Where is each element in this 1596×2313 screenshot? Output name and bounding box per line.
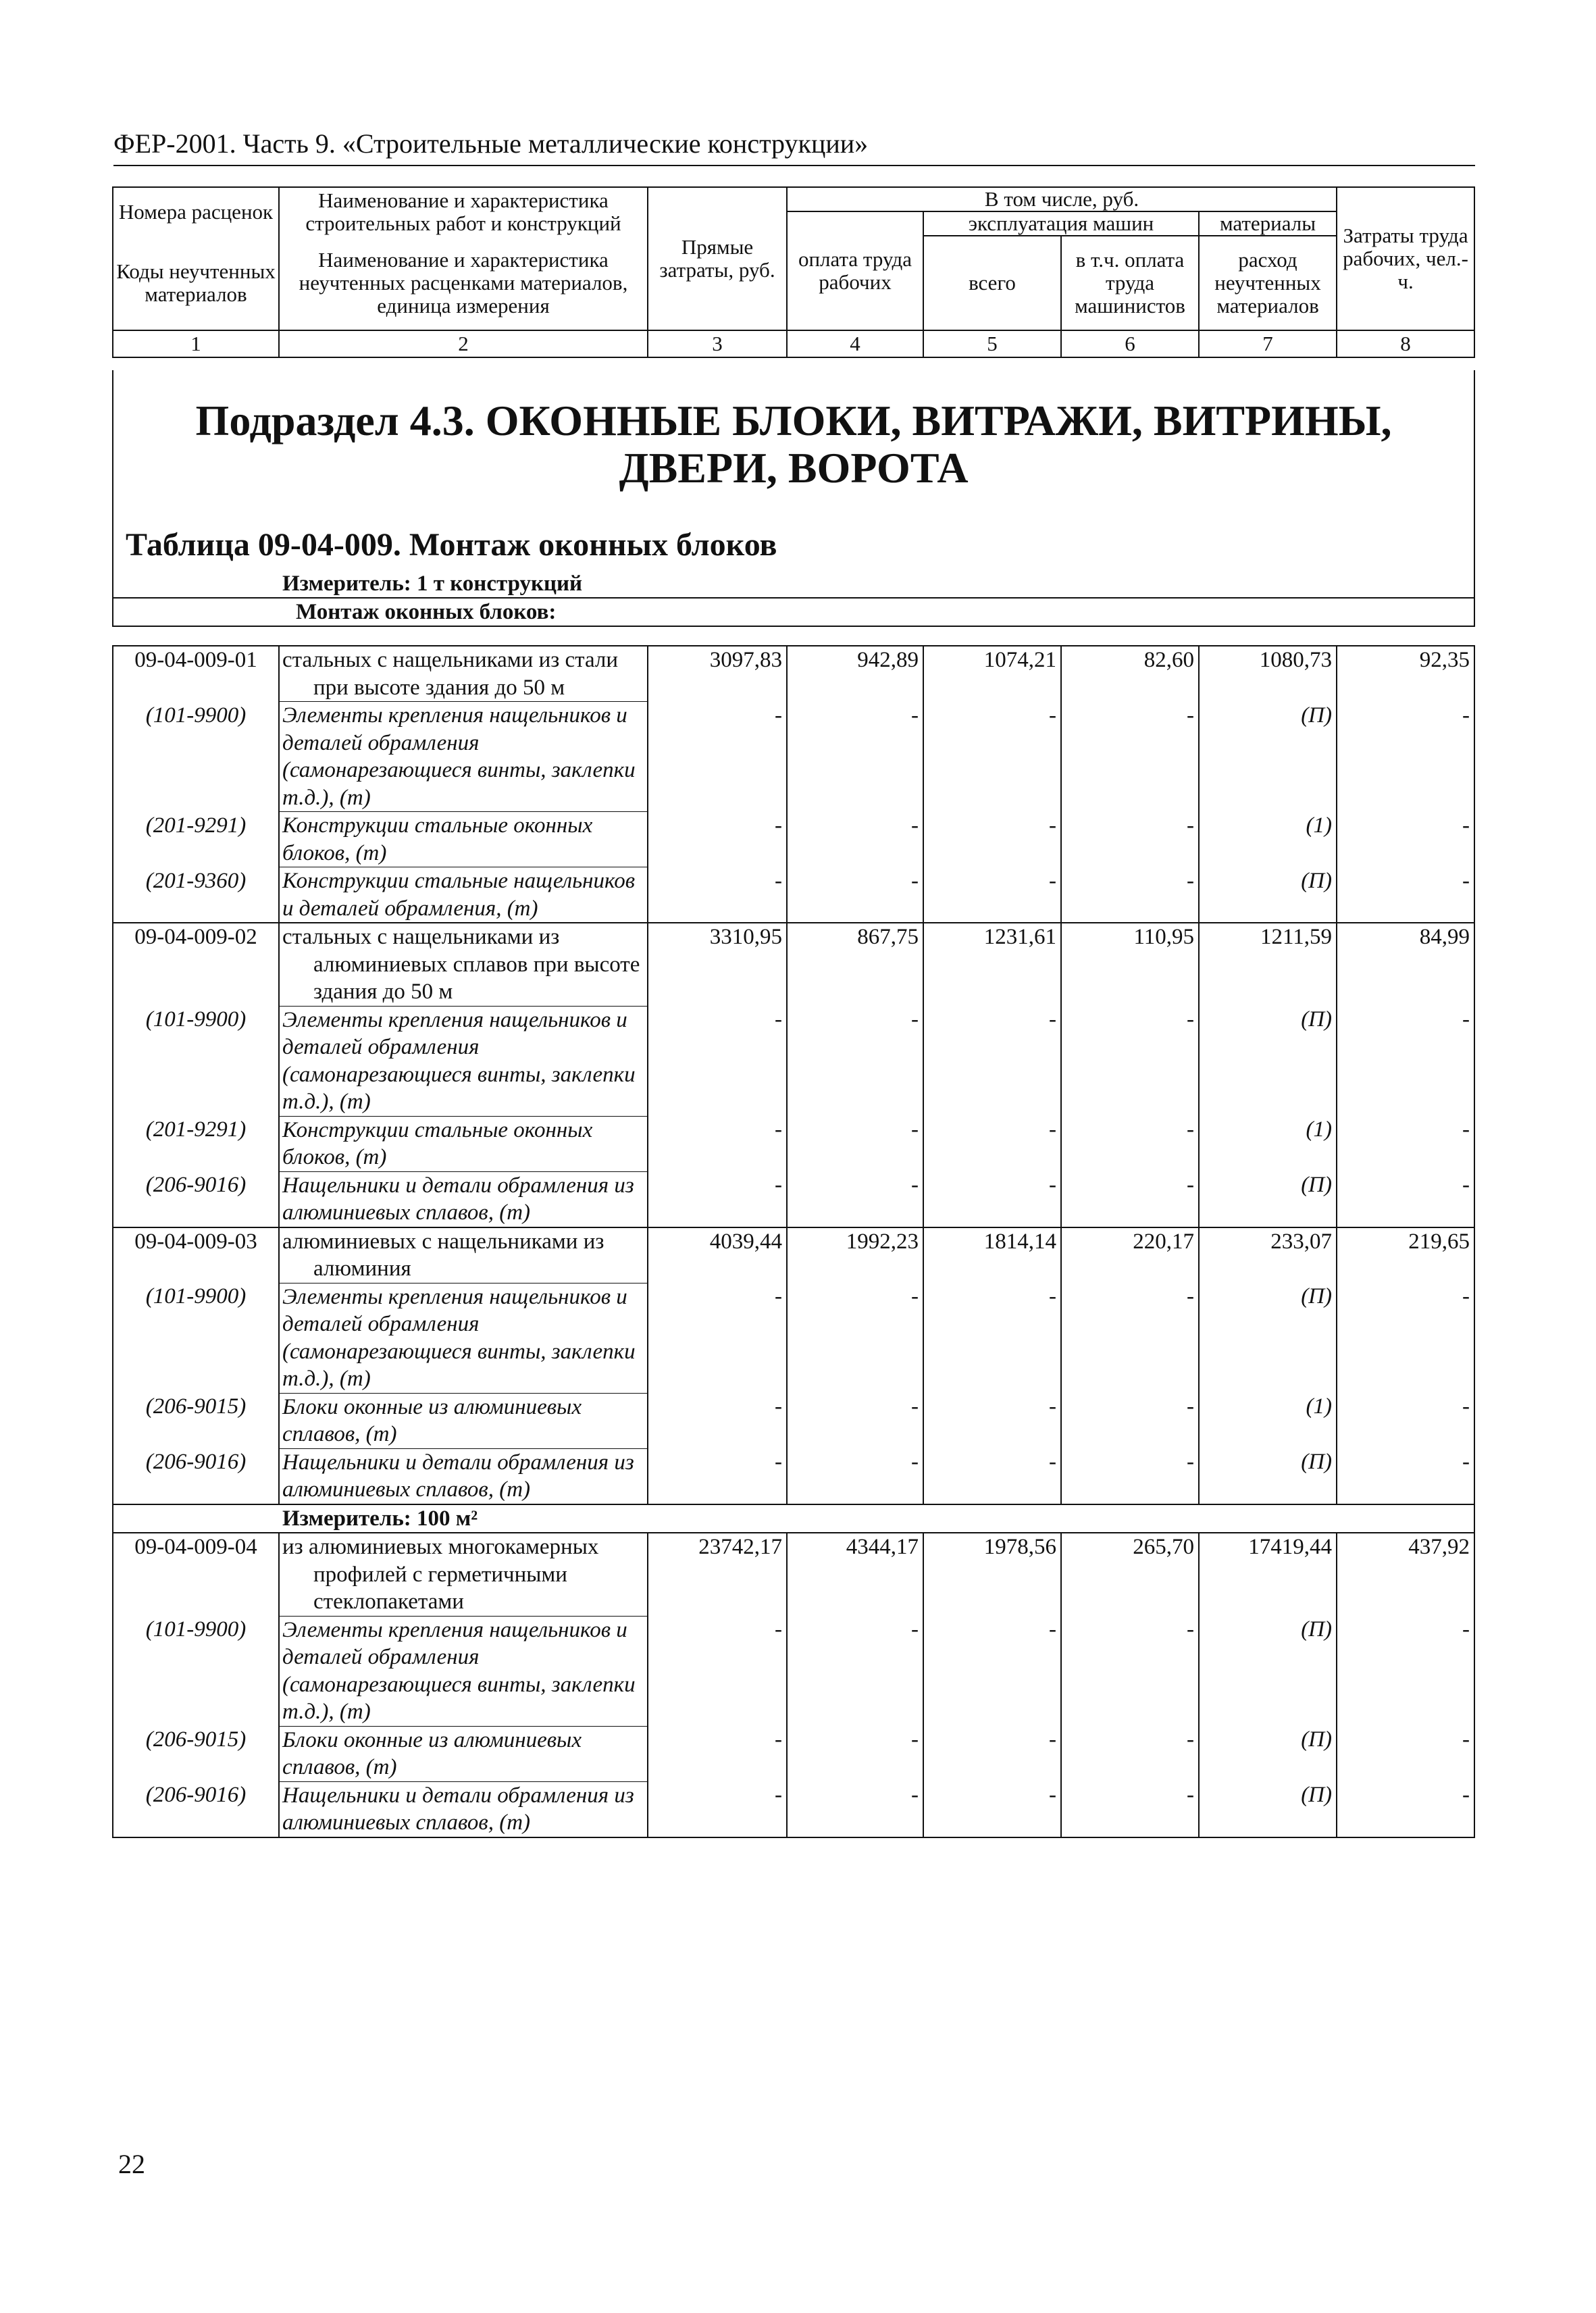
value-c4: - bbox=[787, 1448, 923, 1504]
value-c6: - bbox=[1061, 1726, 1199, 1781]
value-c6: 82,60 bbox=[1061, 646, 1199, 702]
material-code: (101-9900) bbox=[113, 702, 279, 812]
value-c3: 23742,17 bbox=[648, 1533, 787, 1616]
value-c6: - bbox=[1061, 1781, 1199, 1837]
header-col2-bottom: Наименование и характеристика неучтенных расценками материалов, единица измерения bbox=[279, 236, 648, 330]
value-c5: - bbox=[923, 867, 1061, 923]
rate-code: 09-04-009-03 bbox=[113, 1227, 279, 1283]
material-name: Нащельники и детали обрамления из алюминиевых сплавов, (т) bbox=[279, 1171, 648, 1227]
value-c7: (П) bbox=[1199, 1616, 1337, 1726]
value-c8: - bbox=[1337, 1726, 1474, 1781]
material-code: (201-9360) bbox=[113, 867, 279, 923]
value-c8: 92,35 bbox=[1337, 646, 1474, 702]
value-c3: 3097,83 bbox=[648, 646, 787, 702]
value-c6: - bbox=[1061, 867, 1199, 923]
col-number-7: 7 bbox=[1199, 330, 1337, 357]
value-c5: 1978,56 bbox=[923, 1533, 1061, 1616]
value-c6: - bbox=[1061, 812, 1199, 867]
header-group-incl: В том числе, руб. bbox=[787, 187, 1337, 211]
value-c6: - bbox=[1061, 1116, 1199, 1171]
material-name: Элементы крепления нащельников и деталей обрамления (самонарезающиеся винты, заклепки т.д.), (т) bbox=[279, 1283, 648, 1393]
value-c5: - bbox=[923, 1171, 1061, 1227]
page-header: ФЕР-2001. Часть 9. «Строительные металлические конструкции» bbox=[113, 128, 869, 159]
value-c3: - bbox=[648, 867, 787, 923]
value-c8: - bbox=[1337, 702, 1474, 812]
value-c6: - bbox=[1061, 1283, 1199, 1393]
material-name: Блоки оконные из алюминиевых сплавов, (т) bbox=[279, 1726, 648, 1781]
value-c4: - bbox=[787, 702, 923, 812]
value-c5: - bbox=[923, 702, 1061, 812]
value-c7: (П) bbox=[1199, 1006, 1337, 1116]
value-c7: (1) bbox=[1199, 812, 1337, 867]
material-name: Конструкции стальные нащельников и деталей обрамления, (т) bbox=[279, 867, 648, 923]
value-c4: 1992,23 bbox=[787, 1227, 923, 1283]
material-code: (206-9015) bbox=[113, 1393, 279, 1448]
table-row bbox=[113, 923, 1474, 1006]
value-c6: 265,70 bbox=[1061, 1533, 1199, 1616]
value-c4: - bbox=[787, 1393, 923, 1448]
table-row bbox=[113, 1781, 1474, 1837]
value-c8: - bbox=[1337, 1393, 1474, 1448]
value-c7: (П) bbox=[1199, 1171, 1337, 1227]
header-rule bbox=[113, 165, 1475, 166]
value-c4: - bbox=[787, 812, 923, 867]
col-number-3: 3 bbox=[648, 330, 787, 357]
rate-code: 09-04-009-01 bbox=[113, 646, 279, 702]
value-c4: 867,75 bbox=[787, 923, 923, 1006]
value-c8: - bbox=[1337, 867, 1474, 923]
value-c8: - bbox=[1337, 1781, 1474, 1837]
subsection-title: Подраздел 4.3. ОКОННЫЕ БЛОКИ, ВИТРАЖИ, ВИТРИНЫ, ДВЕРИ, ВОРОТА bbox=[195, 397, 1392, 492]
data-table bbox=[112, 645, 1475, 1838]
value-c5: - bbox=[923, 1616, 1061, 1726]
value-c3: - bbox=[648, 1448, 787, 1504]
value-c7: (1) bbox=[1199, 1393, 1337, 1448]
value-c3: - bbox=[648, 1781, 787, 1837]
value-c8: 437,92 bbox=[1337, 1533, 1474, 1616]
material-code: (101-9900) bbox=[113, 1283, 279, 1393]
value-c8: - bbox=[1337, 1448, 1474, 1504]
material-name: Нащельники и детали обрамления из алюминиевых сплавов, (т) bbox=[279, 1448, 648, 1504]
table-title: Таблица 09-04-009. Монтаж оконных блоков bbox=[126, 527, 777, 563]
value-c5: - bbox=[923, 1781, 1061, 1837]
header-col5: всего bbox=[923, 236, 1061, 330]
value-c6: - bbox=[1061, 1616, 1199, 1726]
value-c7: (П) bbox=[1199, 1726, 1337, 1781]
value-c6: - bbox=[1061, 1171, 1199, 1227]
value-c5: 1074,21 bbox=[923, 646, 1061, 702]
col-number-8: 8 bbox=[1337, 330, 1474, 357]
table-row bbox=[113, 702, 1474, 812]
header-col1-bottom: Коды неучтенных материалов bbox=[113, 236, 279, 330]
value-c4: - bbox=[787, 1171, 923, 1227]
section-block bbox=[112, 370, 1475, 627]
value-c4: 942,89 bbox=[787, 646, 923, 702]
table-row bbox=[113, 1283, 1474, 1393]
value-c5: - bbox=[923, 1283, 1061, 1393]
material-code: (206-9016) bbox=[113, 1448, 279, 1504]
value-c8: - bbox=[1337, 1116, 1474, 1171]
value-c6: 110,95 bbox=[1061, 923, 1199, 1006]
value-c4: - bbox=[787, 1726, 923, 1781]
header-col6: в т.ч. оплата труда машинистов bbox=[1061, 236, 1199, 330]
header-col8: Затраты труда рабочих, чел.-ч. bbox=[1337, 187, 1474, 330]
value-c6: - bbox=[1061, 702, 1199, 812]
table-row bbox=[113, 1006, 1474, 1116]
value-c5: - bbox=[923, 812, 1061, 867]
value-c8: - bbox=[1337, 1006, 1474, 1116]
material-code: (101-9900) bbox=[113, 1006, 279, 1116]
value-c7: (П) bbox=[1199, 1283, 1337, 1393]
value-c3: - bbox=[648, 1616, 787, 1726]
header-col3: Прямые затраты, руб. bbox=[648, 187, 787, 330]
header-group-materials: материалы bbox=[1199, 211, 1337, 236]
value-c5: - bbox=[923, 1116, 1061, 1171]
material-name: Нащельники и детали обрамления из алюминиевых сплавов, (т) bbox=[279, 1781, 648, 1837]
col-number-6: 6 bbox=[1061, 330, 1199, 357]
work-name: стальных с нащельниками из стали при высоте здания до 50 м bbox=[279, 646, 648, 702]
value-c3: - bbox=[648, 1393, 787, 1448]
rate-code: 09-04-009-04 bbox=[113, 1533, 279, 1616]
header-col2-top: Наименование и характеристика строительных работ и конструкций bbox=[279, 187, 648, 236]
table-row bbox=[113, 1393, 1474, 1448]
material-name: Блоки оконные из алюминиевых сплавов, (т) bbox=[279, 1393, 648, 1448]
value-c3: - bbox=[648, 812, 787, 867]
header-col7: расход неучтенных материалов bbox=[1199, 236, 1337, 330]
value-c3: - bbox=[648, 1726, 787, 1781]
value-c3: 3310,95 bbox=[648, 923, 787, 1006]
value-c3: - bbox=[648, 702, 787, 812]
page-number: 22 bbox=[118, 2149, 145, 2179]
table-row bbox=[113, 1616, 1474, 1726]
table-header bbox=[112, 186, 1475, 358]
value-c7: 17419,44 bbox=[1199, 1533, 1337, 1616]
material-name: Конструкции стальные оконных блоков, (т) bbox=[279, 1116, 648, 1171]
rate-code: 09-04-009-02 bbox=[113, 923, 279, 1006]
header-col1-top: Номера расценок bbox=[113, 187, 279, 236]
value-c5: 1231,61 bbox=[923, 923, 1061, 1006]
table-row bbox=[113, 1726, 1474, 1781]
work-name: алюминиевых с нащельниками из алюминия bbox=[279, 1227, 648, 1283]
table-row bbox=[113, 1227, 1474, 1283]
value-c6: - bbox=[1061, 1448, 1199, 1504]
value-c4: - bbox=[787, 1006, 923, 1116]
value-c5: - bbox=[923, 1726, 1061, 1781]
value-c7: 233,07 bbox=[1199, 1227, 1337, 1283]
value-c7: (П) bbox=[1199, 1448, 1337, 1504]
header-group-machines: эксплуатация машин bbox=[923, 211, 1199, 236]
measure-unit-1: Измеритель: 1 т конструкций bbox=[113, 570, 1474, 598]
value-c6: - bbox=[1061, 1006, 1199, 1116]
value-c4: - bbox=[787, 867, 923, 923]
material-name: Элементы крепления нащельников и деталей обрамления (самонарезающиеся винты, заклепки т.д.), (т) bbox=[279, 702, 648, 812]
value-c4: - bbox=[787, 1116, 923, 1171]
table-row bbox=[113, 867, 1474, 923]
value-c6: - bbox=[1061, 1393, 1199, 1448]
value-c3: - bbox=[648, 1171, 787, 1227]
value-c7: (П) bbox=[1199, 1781, 1337, 1837]
table-row bbox=[113, 646, 1474, 702]
value-c7: 1080,73 bbox=[1199, 646, 1337, 702]
value-c8: 84,99 bbox=[1337, 923, 1474, 1006]
value-c4: - bbox=[787, 1616, 923, 1726]
value-c8: 219,65 bbox=[1337, 1227, 1474, 1283]
value-c3: - bbox=[648, 1116, 787, 1171]
col-number-5: 5 bbox=[923, 330, 1061, 357]
table-row bbox=[113, 1116, 1474, 1171]
value-c8: - bbox=[1337, 1283, 1474, 1393]
value-c8: - bbox=[1337, 1616, 1474, 1726]
col-number-2: 2 bbox=[279, 330, 648, 357]
material-code: (206-9016) bbox=[113, 1781, 279, 1837]
material-code: (101-9900) bbox=[113, 1616, 279, 1726]
material-name: Элементы крепления нащельников и деталей обрамления (самонарезающиеся винты, заклепки т.д.), (т) bbox=[279, 1006, 648, 1116]
material-name: Элементы крепления нащельников и деталей обрамления (самонарезающиеся винты, заклепки т.д.), (т) bbox=[279, 1616, 648, 1726]
value-c4: - bbox=[787, 1781, 923, 1837]
material-name: Конструкции стальные оконных блоков, (т) bbox=[279, 812, 648, 867]
value-c8: - bbox=[1337, 1171, 1474, 1227]
value-c5: - bbox=[923, 1393, 1061, 1448]
work-name: стальных с нащельниками из алюминиевых сплавов при высоте здания до 50 м bbox=[279, 923, 648, 1006]
table-row bbox=[113, 1171, 1474, 1227]
measure-unit-2: Измеритель: 100 м² bbox=[113, 1504, 1474, 1533]
value-c5: - bbox=[923, 1006, 1061, 1116]
value-c8: - bbox=[1337, 812, 1474, 867]
col-number-1: 1 bbox=[113, 330, 279, 357]
value-c5: - bbox=[923, 1448, 1061, 1504]
table-row bbox=[113, 812, 1474, 867]
value-c4: 4344,17 bbox=[787, 1533, 923, 1616]
value-c3: 4039,44 bbox=[648, 1227, 787, 1283]
value-c7: (П) bbox=[1199, 702, 1337, 812]
table-row bbox=[113, 1533, 1474, 1616]
work-name: из алюминиевых многокамерных профилей с герметичными стеклопакетами bbox=[279, 1533, 648, 1616]
value-c7: (1) bbox=[1199, 1116, 1337, 1171]
value-c7: (П) bbox=[1199, 867, 1337, 923]
value-c5: 1814,14 bbox=[923, 1227, 1061, 1283]
header-col4: оплата труда рабочих bbox=[787, 211, 923, 330]
group-label: Монтаж оконных блоков: bbox=[113, 598, 1474, 626]
value-c6: 220,17 bbox=[1061, 1227, 1199, 1283]
material-code: (201-9291) bbox=[113, 1116, 279, 1171]
value-c3: - bbox=[648, 1283, 787, 1393]
col-number-4: 4 bbox=[787, 330, 923, 357]
value-c7: 1211,59 bbox=[1199, 923, 1337, 1006]
material-code: (201-9291) bbox=[113, 812, 279, 867]
value-c3: - bbox=[648, 1006, 787, 1116]
material-code: (206-9016) bbox=[113, 1171, 279, 1227]
material-code: (206-9015) bbox=[113, 1726, 279, 1781]
value-c4: - bbox=[787, 1283, 923, 1393]
table-row bbox=[113, 1448, 1474, 1504]
